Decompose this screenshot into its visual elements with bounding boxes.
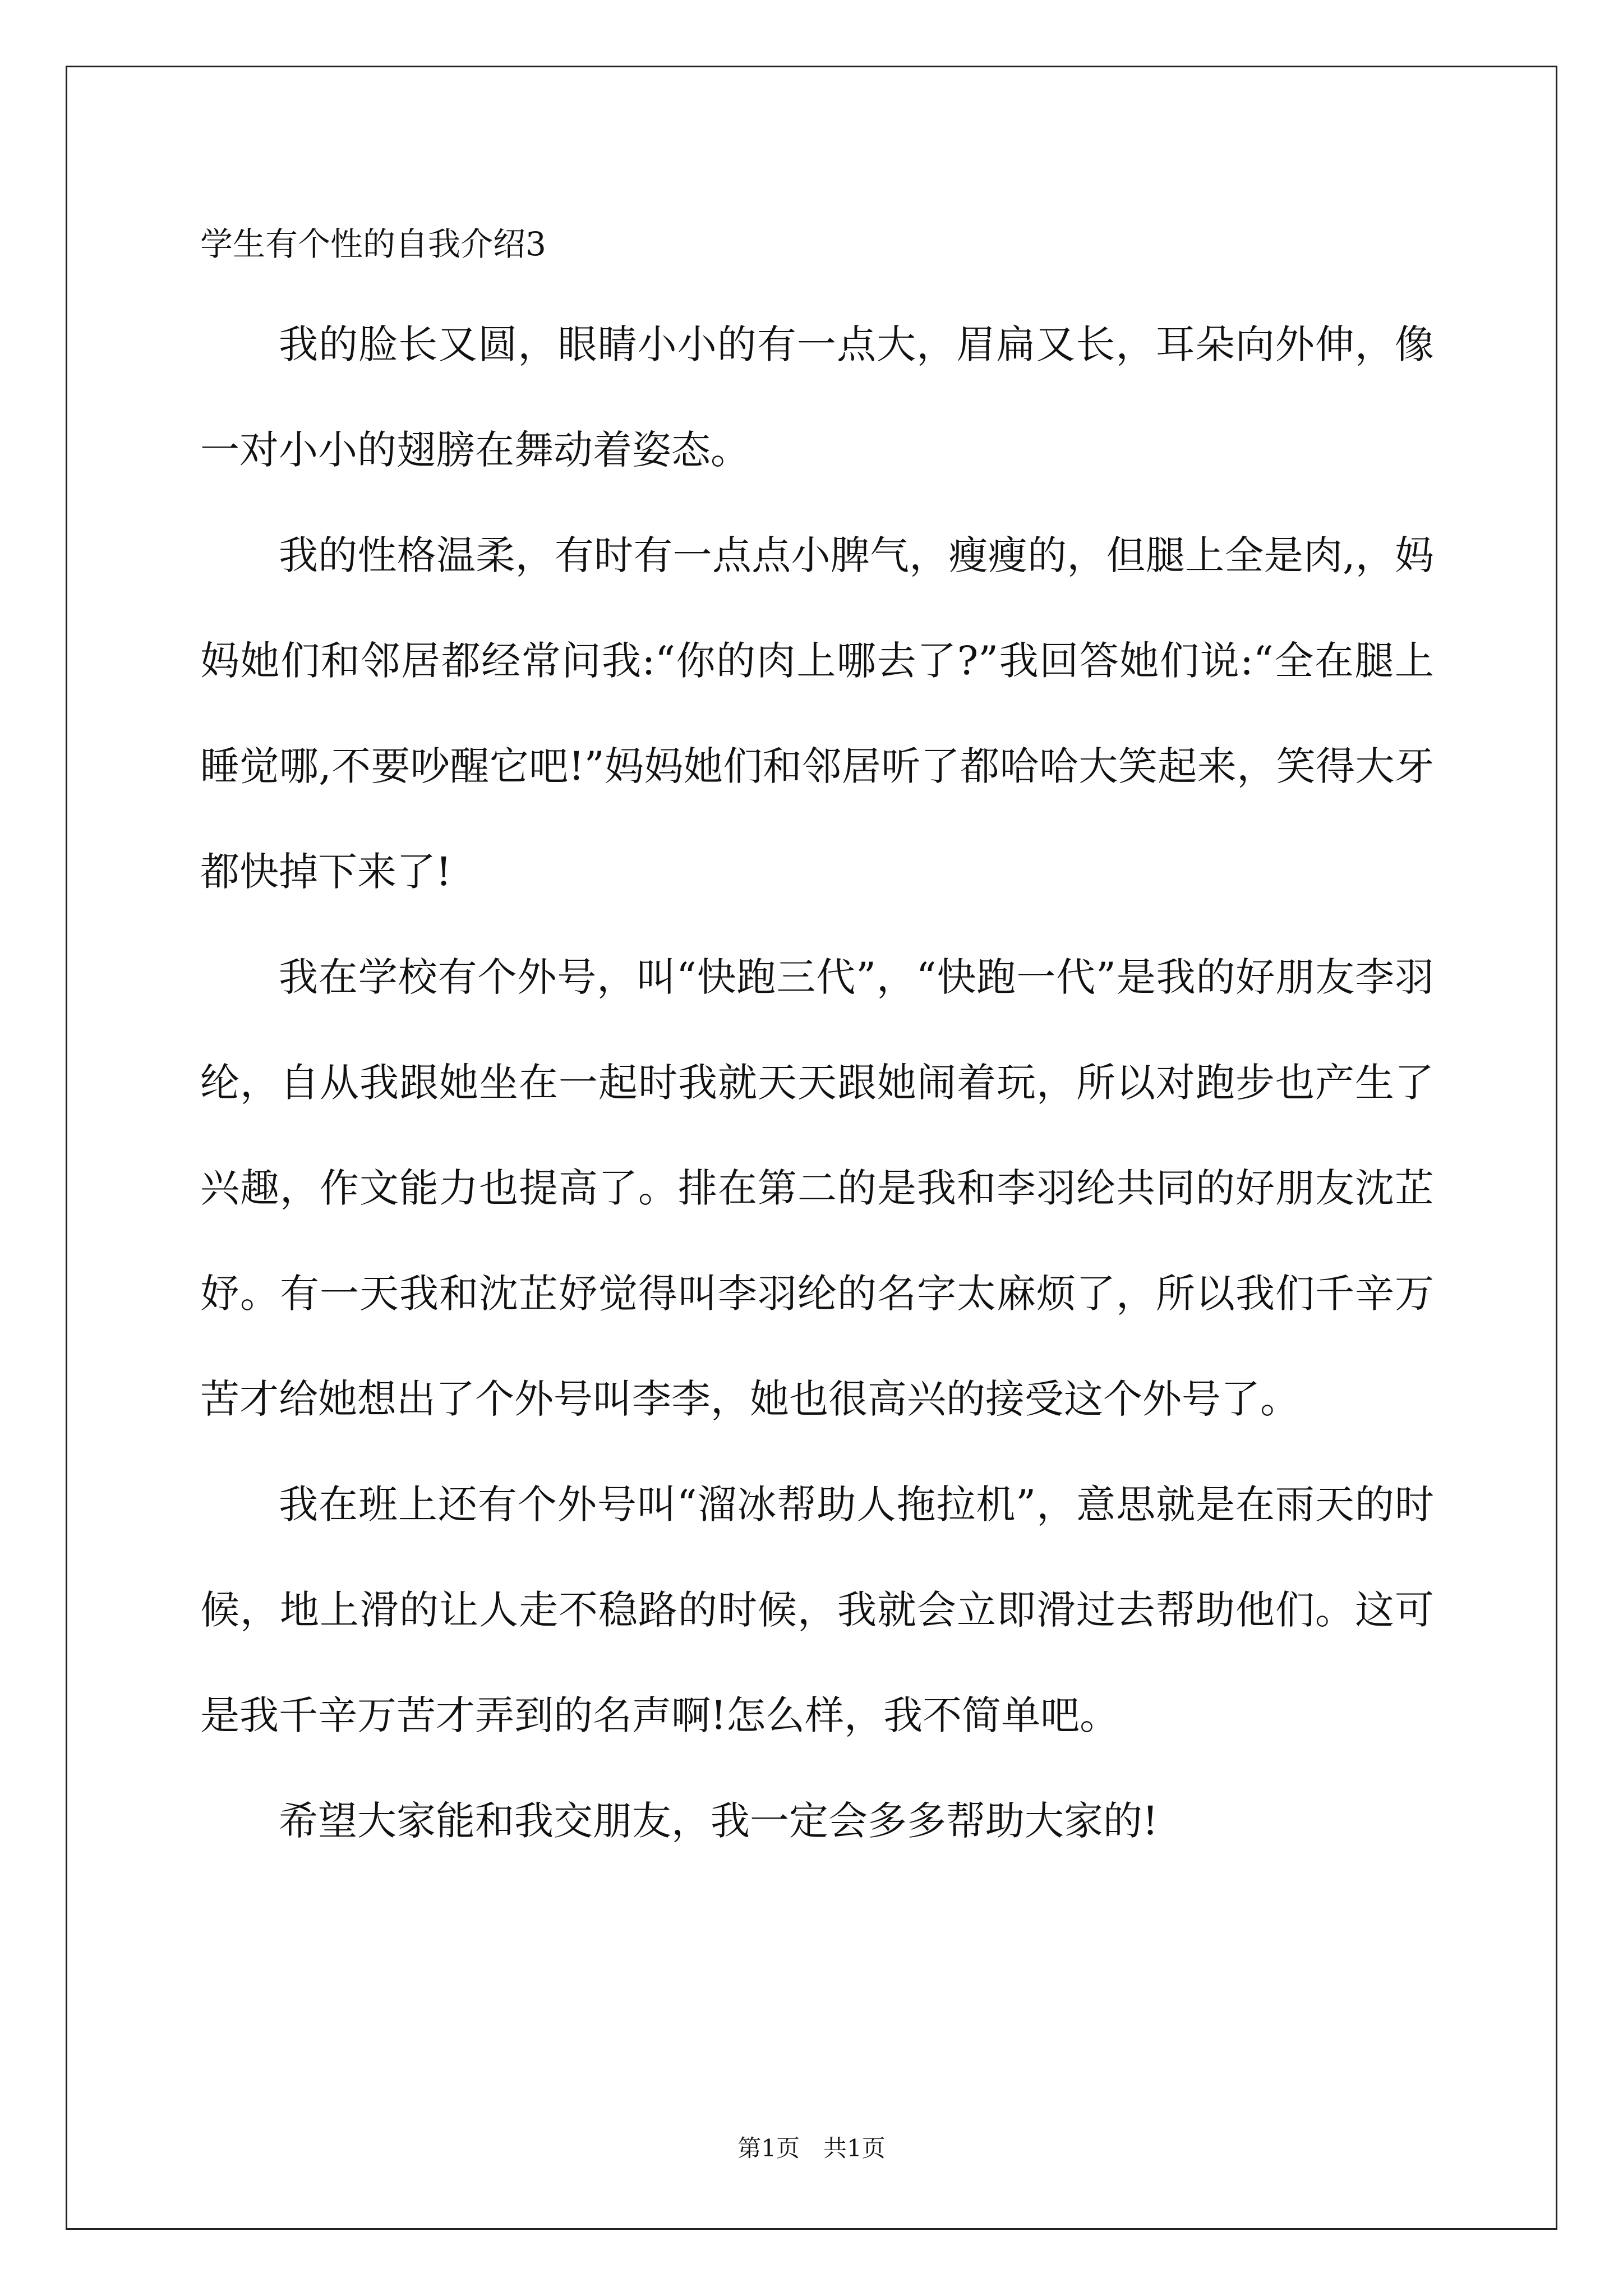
page-number-footer: 第1页 共1页 [737, 2134, 886, 2162]
paragraph: 希望大家能和我交朋友，我一定会多多帮助大家的! [279, 1798, 1159, 1844]
document-title: 学生有个性的自我介绍3 [200, 225, 546, 263]
paragraph: 我在学校有个外号，叫“快跑三代”，“快跑一代”是我的好朋友李羽纶，自从我跟她坐在一起时我就天天跟她闹着玩，所以对跑步也产生了兴趣，作文能力也提高了。排在第二的是我和李羽纶共同的好朋友沈芷妤。有一天我和沈芷妤觉得叫李羽纶的名字太麻烦了，所以我们千辛万苦才给她想出了个外号叫李李，她也很高兴的接受这个外号了。 [200, 954, 1434, 1422]
paragraph: 我的脸长又圆，眼睛小小的有一点大，眉扁又长，耳朵向外伸，像一对小小的翅膀在舞动着姿态。 [200, 321, 1434, 473]
document-body [200, 213, 1434, 1874]
paragraph: 我在班上还有个外号叫“溜冰帮助人拖拉机”，意思就是在雨天的时候，地上滑的让人走不稳路的时候，我就会立即滑过去帮助他们。这可是我千辛万苦才弄到的名声啊!怎么样，我不简单吧。 [200, 1481, 1434, 1738]
paragraph: 我的性格温柔，有时有一点点小脾气，瘦瘦的，但腿上全是肉,，妈妈她们和邻居都经常问我:“你的肉上哪去了?”我回答她们说:“全在腿上睡觉哪,不要吵醒它吧!”妈妈她们和邻居听了都哈哈大笑起来，笑得大牙都快掉下来了! [200, 532, 1434, 895]
